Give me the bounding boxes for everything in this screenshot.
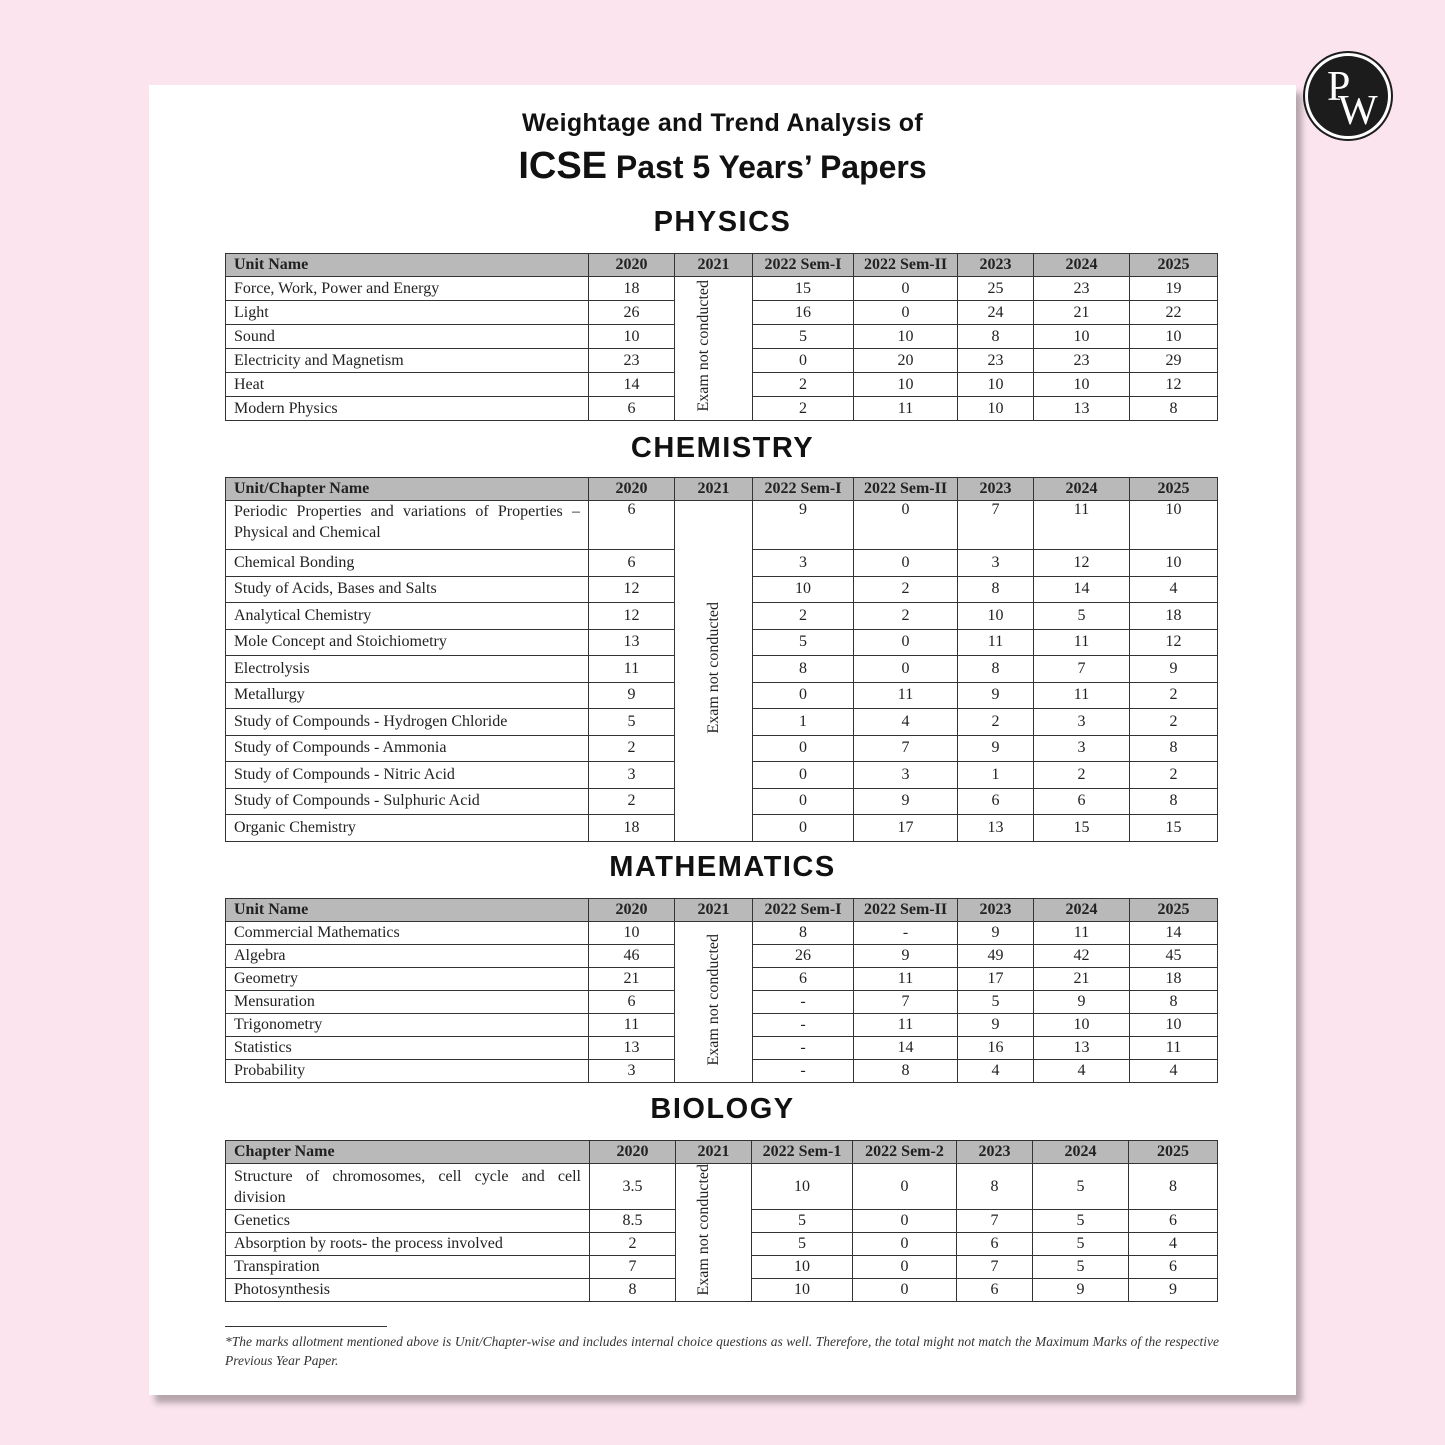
biology-unit-name: Absorption by roots- the process involved — [226, 1233, 590, 1256]
chemistry-value-cell: 7 — [854, 735, 958, 762]
chemistry-value-cell: 3 — [958, 550, 1034, 577]
chemistry-header-2022-sem-ii: 2022 Sem-II — [854, 478, 958, 501]
chemistry-unit-name: Organic Chemistry — [226, 815, 589, 842]
chemistry-value-cell: 10 — [958, 603, 1034, 630]
chemistry-value-cell: 6 — [589, 501, 675, 550]
mathematics-heading: MATHEMATICS — [609, 851, 836, 883]
biology-value-cell: 5 — [1033, 1210, 1129, 1233]
physics-value-cell: 13 — [1034, 397, 1130, 421]
mathematics-header-2022-sem-i: 2022 Sem-I — [753, 899, 854, 922]
chemistry-value-cell: 10 — [1130, 501, 1218, 550]
physics-value-cell: 10 — [854, 325, 958, 349]
biology-value-cell: 0 — [853, 1164, 957, 1210]
physics-value-cell: 18 — [589, 277, 675, 301]
chemistry-value-cell: 9 — [958, 735, 1034, 762]
chemistry-value-cell: 11 — [958, 629, 1034, 656]
biology-value-cell: 5 — [752, 1210, 853, 1233]
chemistry-value-cell: 2 — [753, 603, 854, 630]
chemistry-value-cell: 9 — [958, 682, 1034, 709]
chemistry-value-cell: 11 — [1034, 629, 1130, 656]
mathematics-value-cell: 3 — [589, 1060, 675, 1083]
biology-header-2024: 2024 — [1033, 1141, 1129, 1164]
chemistry-heading: CHEMISTRY — [630, 432, 815, 464]
chemistry-unit-name: Study of Compounds - Sulphuric Acid — [226, 788, 589, 815]
mathematics-value-cell: 6 — [589, 991, 675, 1014]
mathematics-header-2023: 2023 — [958, 899, 1034, 922]
logo-letter-p: P — [1327, 64, 1351, 110]
mathematics-value-cell: 46 — [589, 945, 675, 968]
physics-row — [226, 277, 1218, 301]
physics-value-cell: 11 — [854, 397, 958, 421]
chemistry-exam-not-conducted: Exam not conducted — [705, 602, 722, 734]
chemistry-value-cell: 9 — [1130, 656, 1218, 683]
chemistry-value-cell: 12 — [1034, 550, 1130, 577]
biology-value-cell: 3.5 — [590, 1164, 676, 1210]
physics-value-cell: 6 — [589, 397, 675, 421]
mathematics-value-cell: 4 — [1034, 1060, 1130, 1083]
biology-table — [225, 1140, 1218, 1302]
chemistry-value-cell: 3 — [753, 550, 854, 577]
mathematics-value-cell: 9 — [854, 945, 958, 968]
biology-2021-cell — [676, 1164, 752, 1302]
mathematics-value-cell: - — [753, 1060, 854, 1083]
mathematics-value-cell: 11 — [854, 1014, 958, 1037]
physics-value-cell: 15 — [753, 277, 854, 301]
mathematics-value-cell: - — [753, 1037, 854, 1060]
physics-unit-name: Heat — [226, 373, 589, 397]
biology-value-cell: 0 — [853, 1233, 957, 1256]
physics-value-cell: 23 — [958, 349, 1034, 373]
chemistry-value-cell: 7 — [1034, 656, 1130, 683]
biology-value-cell: 4 — [1129, 1233, 1218, 1256]
chemistry-value-cell: 2 — [589, 735, 675, 762]
mathematics-header-2022-sem-ii: 2022 Sem-II — [854, 899, 958, 922]
chemistry-value-cell: 3 — [854, 762, 958, 789]
biology-header-2023: 2023 — [957, 1141, 1033, 1164]
biology-value-cell: 8 — [957, 1164, 1033, 1210]
mathematics-header-2021: 2021 — [675, 899, 753, 922]
chemistry-value-cell: 1 — [958, 762, 1034, 789]
chemistry-unit-name: Electrolysis — [226, 656, 589, 683]
biology-value-cell: 5 — [1033, 1164, 1129, 1210]
mathematics-unit-name: Mensuration — [226, 991, 589, 1014]
chemistry-value-cell: 2 — [1130, 709, 1218, 736]
physics-value-cell: 23 — [1034, 349, 1130, 373]
chemistry-value-cell: 13 — [958, 815, 1034, 842]
chemistry-value-cell: 14 — [1034, 576, 1130, 603]
mathematics-value-cell: 11 — [854, 968, 958, 991]
mathematics-value-cell: 14 — [854, 1037, 958, 1060]
chemistry-unit-name: Study of Acids, Bases and Salts — [226, 576, 589, 603]
chemistry-value-cell: 18 — [589, 815, 675, 842]
chemistry-value-cell: 8 — [958, 576, 1034, 603]
chemistry-value-cell: 11 — [1034, 501, 1130, 550]
chemistry-value-cell: 12 — [1130, 629, 1218, 656]
mathematics-value-cell: 5 — [958, 991, 1034, 1014]
chemistry-value-cell: 8 — [958, 656, 1034, 683]
chemistry-value-cell: 9 — [589, 682, 675, 709]
chemistry-value-cell: 17 — [854, 815, 958, 842]
mathematics-unit-name: Algebra — [226, 945, 589, 968]
chemistry-unit-name: Periodic Properties and variations of Properties – Physical and Chemical — [226, 501, 589, 550]
mathematics-value-cell: 18 — [1130, 968, 1218, 991]
chemistry-header-2023: 2023 — [958, 478, 1034, 501]
biology-value-cell: 7 — [957, 1210, 1033, 1233]
chemistry-unit-name: Study of Compounds - Ammonia — [226, 735, 589, 762]
mathematics-value-cell: 8 — [753, 922, 854, 945]
biology-value-cell: 0 — [853, 1256, 957, 1279]
chemistry-value-cell: 2 — [854, 603, 958, 630]
chemistry-value-cell: 2 — [958, 709, 1034, 736]
biology-header-2022-sem-2: 2022 Sem-2 — [853, 1141, 957, 1164]
chemistry-value-cell: 0 — [854, 629, 958, 656]
physics-value-cell: 22 — [1130, 301, 1218, 325]
physics-value-cell: 0 — [753, 349, 854, 373]
mathematics-value-cell: 11 — [589, 1014, 675, 1037]
mathematics-value-cell: 42 — [1034, 945, 1130, 968]
biology-unit-name: Structure of chromosomes, cell cycle and cell division — [226, 1164, 590, 1210]
physics-value-cell: 0 — [854, 301, 958, 325]
mathematics-unit-name: Geometry — [226, 968, 589, 991]
chemistry-value-cell: 10 — [753, 576, 854, 603]
chemistry-header-2021: 2021 — [675, 478, 753, 501]
mathematics-value-cell: 4 — [958, 1060, 1034, 1083]
physics-exam-not-conducted: Exam not conducted — [694, 280, 712, 412]
mathematics-exam-not-conducted: Exam not conducted — [705, 933, 722, 1066]
mathematics-value-cell: 21 — [589, 968, 675, 991]
biology-value-cell: 10 — [752, 1256, 853, 1279]
physics-2021-cell — [675, 277, 753, 421]
mathematics-value-cell: 6 — [753, 968, 854, 991]
mathematics-value-cell: 16 — [958, 1037, 1034, 1060]
physics-header-2020: 2020 — [589, 254, 675, 277]
physics-value-cell: 2 — [753, 373, 854, 397]
chemistry-value-cell: 0 — [854, 656, 958, 683]
chemistry-unit-name: Mole Concept and Stoichiometry — [226, 629, 589, 656]
chemistry-value-cell: 4 — [854, 709, 958, 736]
chemistry-table — [225, 477, 1218, 842]
physics-value-cell: 10 — [1034, 373, 1130, 397]
chemistry-value-cell: 2 — [1130, 762, 1218, 789]
biology-value-cell: 10 — [752, 1164, 853, 1210]
chemistry-value-cell: 4 — [1130, 576, 1218, 603]
chemistry-value-cell: 6 — [958, 788, 1034, 815]
chemistry-unit-name: Study of Compounds - Nitric Acid — [226, 762, 589, 789]
physics-header-2024: 2024 — [1034, 254, 1130, 277]
biology-unit-name: Genetics — [226, 1210, 590, 1233]
biology-header-2022-sem-1: 2022 Sem-1 — [752, 1141, 853, 1164]
biology-unit-name: Photosynthesis — [226, 1279, 590, 1302]
physics-value-cell: 25 — [958, 277, 1034, 301]
mathematics-value-cell: 9 — [1034, 991, 1130, 1014]
biology-header-row — [226, 1141, 1218, 1164]
biology-value-cell: 0 — [853, 1279, 957, 1302]
chemistry-value-cell: 11 — [854, 682, 958, 709]
chemistry-unit-name: Chemical Bonding — [226, 550, 589, 577]
chemistry-value-cell: 2 — [854, 576, 958, 603]
physics-value-cell: 12 — [1130, 373, 1218, 397]
chemistry-value-cell: 7 — [958, 501, 1034, 550]
physics-value-cell: 10 — [958, 397, 1034, 421]
footnote-divider — [225, 1326, 387, 1327]
physics-value-cell: 5 — [753, 325, 854, 349]
biology-value-cell: 5 — [1033, 1256, 1129, 1279]
mathematics-header-2025: 2025 — [1130, 899, 1218, 922]
mathematics-value-cell: 11 — [1034, 922, 1130, 945]
chemistry-header-2020: 2020 — [589, 478, 675, 501]
chemistry-value-cell: 3 — [1034, 709, 1130, 736]
biology-value-cell: 5 — [1033, 1233, 1129, 1256]
mathematics-value-cell: 4 — [1130, 1060, 1218, 1083]
biology-value-cell: 2 — [590, 1233, 676, 1256]
mathematics-2021-cell — [675, 922, 753, 1083]
biology-value-cell: 5 — [752, 1233, 853, 1256]
page-title-line2 — [149, 145, 1296, 188]
chemistry-value-cell: 0 — [753, 762, 854, 789]
physics-value-cell: 0 — [854, 277, 958, 301]
physics-unit-name: Light — [226, 301, 589, 325]
physics-value-cell: 10 — [854, 373, 958, 397]
physics-value-cell: 8 — [1130, 397, 1218, 421]
mathematics-unit-name: Statistics — [226, 1037, 589, 1060]
physics-value-cell: 14 — [589, 373, 675, 397]
biology-heading: BIOLOGY — [650, 1093, 795, 1125]
chemistry-value-cell: 11 — [1034, 682, 1130, 709]
physics-value-cell: 10 — [1130, 325, 1218, 349]
chemistry-value-cell: 13 — [589, 629, 675, 656]
mathematics-value-cell: 10 — [589, 922, 675, 945]
chemistry-row — [226, 501, 1218, 550]
physics-value-cell: 23 — [589, 349, 675, 373]
chemistry-value-cell: 8 — [1130, 788, 1218, 815]
logo-letter-w: W — [1338, 88, 1378, 134]
physics-header-2021: 2021 — [675, 254, 753, 277]
mathematics-value-cell: 49 — [958, 945, 1034, 968]
biology-value-cell: 8 — [1129, 1164, 1218, 1210]
chemistry-value-cell: 9 — [854, 788, 958, 815]
biology-value-cell: 10 — [752, 1279, 853, 1302]
biology-value-cell: 6 — [957, 1279, 1033, 1302]
biology-header-2021: 2021 — [676, 1141, 752, 1164]
physics-value-cell: 16 — [753, 301, 854, 325]
biology-value-cell: 7 — [957, 1256, 1033, 1279]
footnote: *The marks allotment mentioned above is Unit/Chapter-wise and includes internal choice questions as well. Therefore, the total might not match the Maximum Marks of the respective Previous Year Paper. — [225, 1334, 1219, 1368]
physics-value-cell: 20 — [854, 349, 958, 373]
physics-unit-name: Sound — [226, 325, 589, 349]
mathematics-value-cell: 13 — [589, 1037, 675, 1060]
chemistry-value-cell: 5 — [589, 709, 675, 736]
chemistry-value-cell: 10 — [1130, 550, 1218, 577]
chemistry-value-cell: 6 — [1034, 788, 1130, 815]
physics-unit-name: Modern Physics — [226, 397, 589, 421]
biology-value-cell: 6 — [1129, 1256, 1218, 1279]
physics-unit-name: Electricity and Magnetism — [226, 349, 589, 373]
mathematics-value-cell: - — [753, 1014, 854, 1037]
chemistry-value-cell: 18 — [1130, 603, 1218, 630]
chemistry-unit-name: Study of Compounds - Hydrogen Chloride — [226, 709, 589, 736]
mathematics-value-cell: 8 — [1130, 991, 1218, 1014]
chemistry-value-cell: 3 — [589, 762, 675, 789]
physics-header-2022-sem-ii: 2022 Sem-II — [854, 254, 958, 277]
mathematics-value-cell: 45 — [1130, 945, 1218, 968]
physics-value-cell: 8 — [958, 325, 1034, 349]
mathematics-row — [226, 922, 1218, 945]
physics-header-2025: 2025 — [1130, 254, 1218, 277]
chemistry-value-cell: 5 — [753, 629, 854, 656]
chemistry-header-2022-sem-i: 2022 Sem-I — [753, 478, 854, 501]
chemistry-2021-cell — [675, 501, 753, 842]
biology-row — [226, 1164, 1218, 1210]
chemistry-value-cell: 0 — [753, 815, 854, 842]
chemistry-header-2024: 2024 — [1034, 478, 1130, 501]
mathematics-value-cell: 13 — [1034, 1037, 1130, 1060]
chemistry-value-cell: 15 — [1130, 815, 1218, 842]
biology-value-cell: 9 — [1129, 1279, 1218, 1302]
biology-value-cell: 9 — [1033, 1279, 1129, 1302]
chemistry-value-cell: 9 — [753, 501, 854, 550]
chemistry-value-cell: 15 — [1034, 815, 1130, 842]
physics-value-cell: 10 — [589, 325, 675, 349]
chemistry-value-cell: 8 — [753, 656, 854, 683]
mathematics-value-cell: 17 — [958, 968, 1034, 991]
physics-value-cell: 10 — [1034, 325, 1130, 349]
physics-value-cell: 10 — [958, 373, 1034, 397]
physics-value-cell: 23 — [1034, 277, 1130, 301]
chemistry-value-cell: 8 — [1130, 735, 1218, 762]
pw-logo — [1305, 53, 1391, 139]
title-rest: Past 5 Years’ Papers — [607, 149, 927, 185]
physics-value-cell: 29 — [1130, 349, 1218, 373]
physics-header-row — [226, 254, 1218, 277]
chemistry-value-cell: 0 — [854, 501, 958, 550]
chemistry-unit-name: Analytical Chemistry — [226, 603, 589, 630]
chemistry-value-cell: 1 — [753, 709, 854, 736]
physics-header-name: Unit Name — [226, 254, 589, 277]
biology-unit-name: Transpiration — [226, 1256, 590, 1279]
chemistry-header-2025: 2025 — [1130, 478, 1218, 501]
chemistry-value-cell: 6 — [589, 550, 675, 577]
document-page — [149, 85, 1296, 1395]
chemistry-header-name: Unit/Chapter Name — [226, 478, 589, 501]
biology-value-cell: 6 — [1129, 1210, 1218, 1233]
physics-value-cell: 26 — [589, 301, 675, 325]
chemistry-value-cell: 0 — [753, 788, 854, 815]
biology-header-2025: 2025 — [1129, 1141, 1218, 1164]
chemistry-value-cell: 12 — [589, 603, 675, 630]
mathematics-value-cell: - — [753, 991, 854, 1014]
chemistry-value-cell: 11 — [589, 656, 675, 683]
chemistry-value-cell: 2 — [1130, 682, 1218, 709]
chemistry-unit-name: Metallurgy — [226, 682, 589, 709]
biology-value-cell: 8 — [590, 1279, 676, 1302]
mathematics-value-cell: 26 — [753, 945, 854, 968]
physics-header-2023: 2023 — [958, 254, 1034, 277]
chemistry-header-row — [226, 478, 1218, 501]
biology-exam-not-conducted: Exam not conducted — [694, 1164, 712, 1296]
physics-heading: PHYSICS — [653, 206, 792, 238]
chemistry-value-cell: 12 — [589, 576, 675, 603]
mathematics-header-row — [226, 899, 1218, 922]
mathematics-value-cell: 10 — [1034, 1014, 1130, 1037]
mathematics-value-cell: 21 — [1034, 968, 1130, 991]
mathematics-value-cell: 11 — [1130, 1037, 1218, 1060]
mathematics-value-cell: 10 — [1130, 1014, 1218, 1037]
mathematics-value-cell: - — [854, 922, 958, 945]
biology-header-2020: 2020 — [590, 1141, 676, 1164]
chemistry-value-cell: 2 — [1034, 762, 1130, 789]
mathematics-table — [225, 898, 1218, 1083]
mathematics-value-cell: 14 — [1130, 922, 1218, 945]
mathematics-value-cell: 7 — [854, 991, 958, 1014]
mathematics-value-cell: 9 — [958, 922, 1034, 945]
mathematics-value-cell: 8 — [854, 1060, 958, 1083]
chemistry-value-cell: 0 — [854, 550, 958, 577]
chemistry-value-cell: 5 — [1034, 603, 1130, 630]
biology-value-cell: 0 — [853, 1210, 957, 1233]
mathematics-header-2020: 2020 — [589, 899, 675, 922]
biology-header-name: Chapter Name — [226, 1141, 590, 1164]
chemistry-value-cell: 3 — [1034, 735, 1130, 762]
chemistry-value-cell: 0 — [753, 735, 854, 762]
mathematics-unit-name: Commercial Mathematics — [226, 922, 589, 945]
physics-value-cell: 2 — [753, 397, 854, 421]
mathematics-header-2024: 2024 — [1034, 899, 1130, 922]
mathematics-unit-name: Trigonometry — [226, 1014, 589, 1037]
physics-unit-name: Force, Work, Power and Energy — [226, 277, 589, 301]
physics-header-2022-sem-i: 2022 Sem-I — [753, 254, 854, 277]
biology-value-cell: 7 — [590, 1256, 676, 1279]
biology-value-cell: 6 — [957, 1233, 1033, 1256]
physics-value-cell: 24 — [958, 301, 1034, 325]
chemistry-value-cell: 0 — [753, 682, 854, 709]
page-title-line1: Weightage and Trend Analysis of — [521, 109, 924, 137]
mathematics-value-cell: 9 — [958, 1014, 1034, 1037]
title-icse: ICSE — [518, 145, 608, 187]
chemistry-value-cell: 2 — [589, 788, 675, 815]
biology-value-cell: 8.5 — [590, 1210, 676, 1233]
physics-value-cell: 21 — [1034, 301, 1130, 325]
physics-value-cell: 19 — [1130, 277, 1218, 301]
mathematics-unit-name: Probability — [226, 1060, 589, 1083]
physics-table — [225, 253, 1218, 421]
mathematics-header-name: Unit Name — [226, 899, 589, 922]
